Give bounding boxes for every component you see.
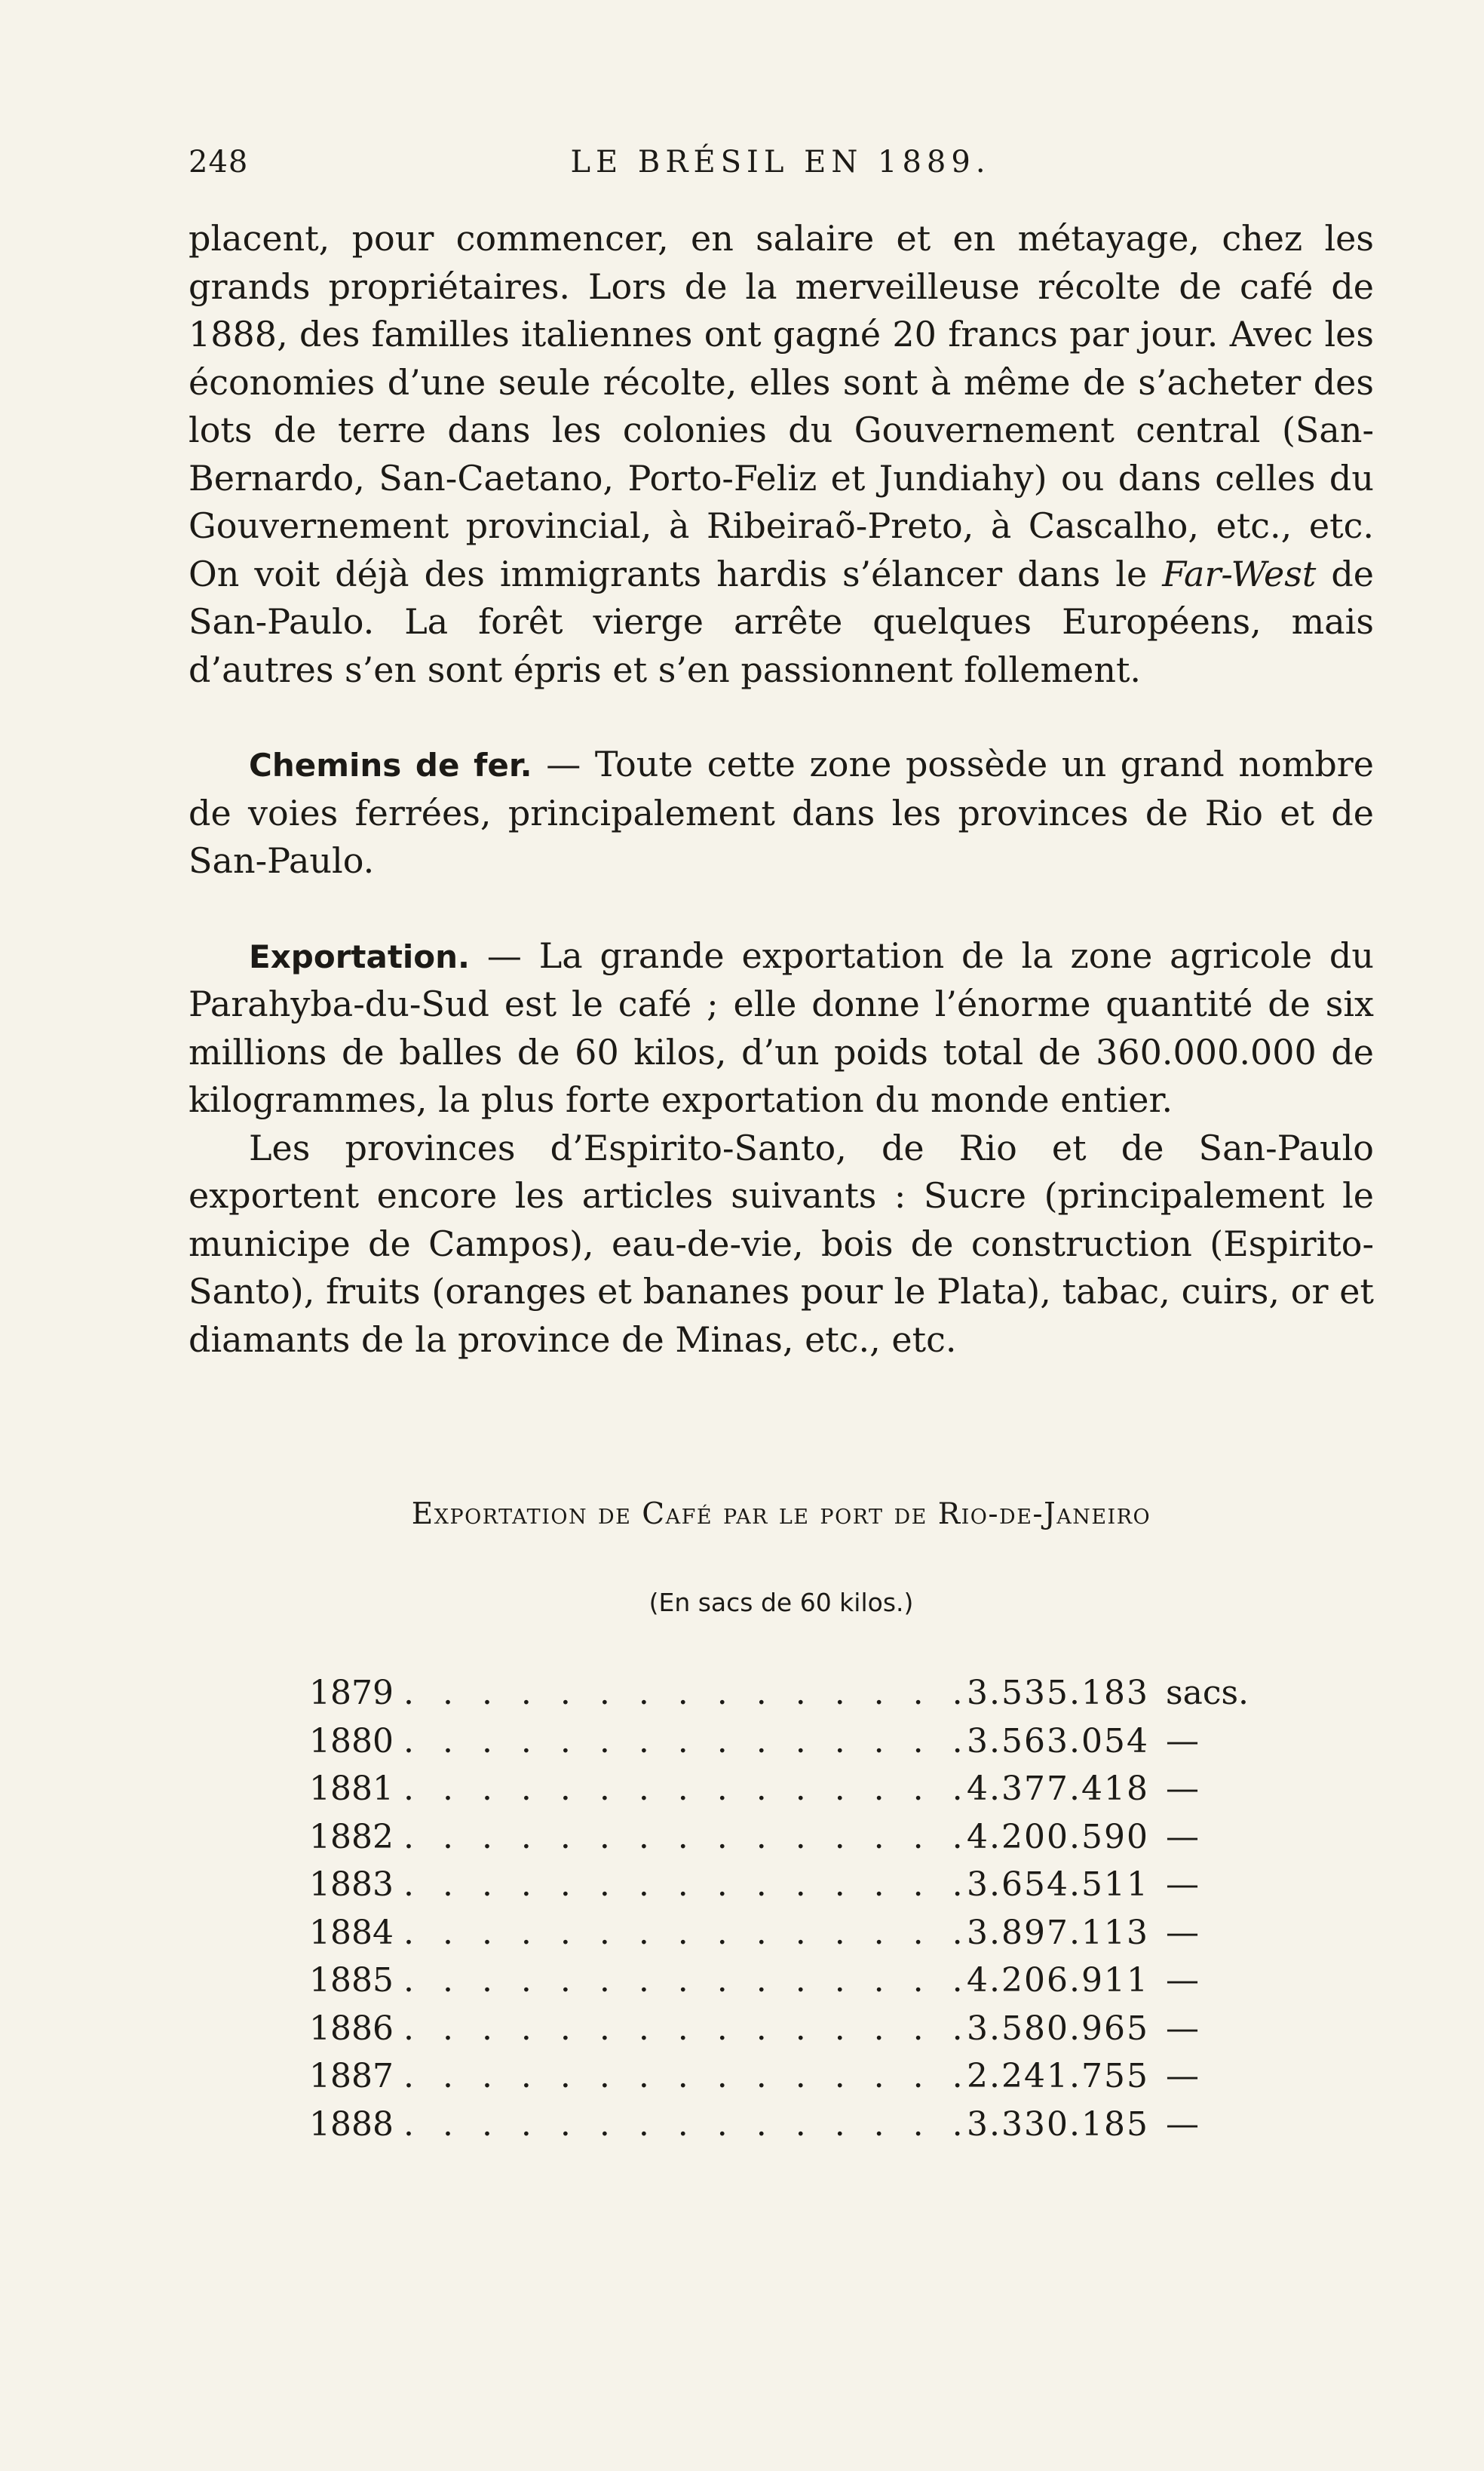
- table-row: [309, 2101, 1274, 2149]
- year-cell: 1883: [309, 1865, 394, 1904]
- running-title: LE BRÉSIL EN 1889.: [570, 145, 991, 180]
- year-cell: 1882: [309, 1817, 394, 1856]
- table-row: [309, 2005, 1274, 2053]
- table-title: Exportation de Café par le port de Rio-de-Janeiro: [411, 1497, 1151, 1531]
- year-cell: 1884: [309, 1913, 394, 1952]
- unit-cell: —: [1166, 1770, 1199, 1808]
- table-row: [309, 1909, 1274, 1957]
- paragraph-railways: [189, 741, 1374, 886]
- dot-leader: . . . . . . . . . . . . . . .: [403, 2009, 972, 2048]
- paragraph-provinces: Les provinces d’Espirito-Santo, de Rio et de San-Paulo exportent encore les articles suivants : Sucre (principalement le municipe de Campos), eau-de-vie, bois de construction (Espirito-Santo), fruits (oranges et bananes pour le Plata), tabac, cuirs, or et diamants de la province de Minas, etc., etc.: [189, 1127, 1374, 1360]
- table-row: [309, 1813, 1274, 1862]
- paragraph-continuation: [189, 215, 1374, 694]
- year-cell: 1880: [309, 1721, 394, 1760]
- value-cell: 3.535.183: [967, 1674, 1149, 1712]
- value-cell: 3.654.511: [967, 1865, 1149, 1904]
- unit-cell: —: [1166, 2057, 1199, 2095]
- unit-cell: —: [1166, 1721, 1199, 1760]
- table-row: [309, 1765, 1274, 1813]
- value-cell: 2.241.755: [967, 2057, 1149, 2095]
- coffee-export-table: [309, 1669, 1274, 2148]
- section-lead-export: Exportation.: [249, 938, 471, 975]
- dot-leader: . . . . . . . . . . . . . . .: [403, 1817, 972, 1856]
- table-row: [309, 1861, 1274, 1909]
- page-number: 248: [189, 145, 249, 180]
- dot-leader: . . . . . . . . . . . . . . .: [403, 1721, 972, 1760]
- unit-cell: —: [1166, 1865, 1199, 1904]
- value-cell: 3.330.185: [967, 2104, 1149, 2144]
- table-row: [309, 1669, 1274, 1717]
- value-cell: 4.377.418: [967, 1770, 1149, 1808]
- italic-term: Far-West: [1162, 553, 1317, 594]
- value-cell: 3.897.113: [967, 1913, 1149, 1952]
- dot-leader: . . . . . . . . . . . . . . .: [403, 2057, 972, 2095]
- paragraph-text-end: de San-Paulo. La forêt vierge arrête quelques Européens, mais d’autres s’en sont épris et s’en passionnent follement.: [189, 553, 1374, 690]
- dot-leader: . . . . . . . . . . . . . . .: [403, 1961, 972, 2000]
- table-row: [309, 2052, 1274, 2101]
- paragraph-export: [189, 932, 1374, 1125]
- section-lead-railways: Chemins de fer.: [249, 747, 532, 784]
- running-header: [189, 145, 1372, 190]
- year-cell: 1886: [309, 2009, 394, 2048]
- unit-cell: —: [1166, 1913, 1199, 1952]
- dot-leader: . . . . . . . . . . . . . . .: [403, 1865, 972, 1904]
- year-cell: 1887: [309, 2057, 394, 2095]
- value-cell: 4.206.911: [967, 1961, 1149, 2000]
- dot-leader: . . . . . . . . . . . . . . .: [403, 2104, 972, 2144]
- table-row: [309, 1957, 1274, 2005]
- dot-leader: . . . . . . . . . . . . . . .: [403, 1770, 972, 1808]
- year-cell: 1888: [309, 2104, 394, 2144]
- unit-cell: —: [1166, 2009, 1199, 2048]
- dot-leader: . . . . . . . . . . . . . . .: [403, 1913, 972, 1952]
- unit-cell: —: [1166, 1961, 1199, 2000]
- value-cell: 4.200.590: [967, 1817, 1149, 1856]
- value-cell: 3.563.054: [967, 1721, 1149, 1760]
- unit-cell: —: [1166, 1817, 1199, 1856]
- year-cell: 1885: [309, 1961, 394, 2000]
- value-cell: 3.580.965: [967, 2009, 1149, 2048]
- year-cell: 1879: [309, 1674, 394, 1712]
- paragraph-text: — Toute cette zone possède un grand nombre de voies ferrées, principalement dans les provinces de Rio et de San-Paulo.: [189, 744, 1375, 881]
- unit-cell: —: [1166, 2104, 1199, 2144]
- paragraph-text: placent, pour commencer, en salaire et en métayage, chez les grands propriétaires. Lors de la merveilleuse récolte de café de 1888, des familles italiennes ont gagné 20 francs par jour. Avec les économies d’une seule récolte, elles sont à même de s’acheter des lots de terre dans les colonies du Gouvernement central (San-Bernardo, San-Caetano, Porto-Feliz et Jundiahy) ou dans celles du Gouvernement provincial, à Ribeiraõ-Preto, à Cascalho, etc., etc. On voit déjà des immigrants hardis s’élancer dans le: [189, 218, 1374, 594]
- main-text: [189, 215, 1374, 1364]
- paragraph-text: — La grande exportation de la zone agricole du Parahyba-du-Sud est le café ; elle donne l’énorme quantité de six millions de balles de 60 kilos, d’un poids total de 360.000.000 de kilogrammes, la plus forte exportation du monde entier.: [189, 935, 1375, 1120]
- unit-cell: sacs.: [1166, 1674, 1249, 1712]
- dot-leader: . . . . . . . . . . . . . . .: [403, 1674, 972, 1712]
- table-row: [309, 1717, 1274, 1766]
- year-cell: 1881: [309, 1770, 394, 1808]
- table-subtitle: (En sacs de 60 kilos.): [648, 1588, 914, 1617]
